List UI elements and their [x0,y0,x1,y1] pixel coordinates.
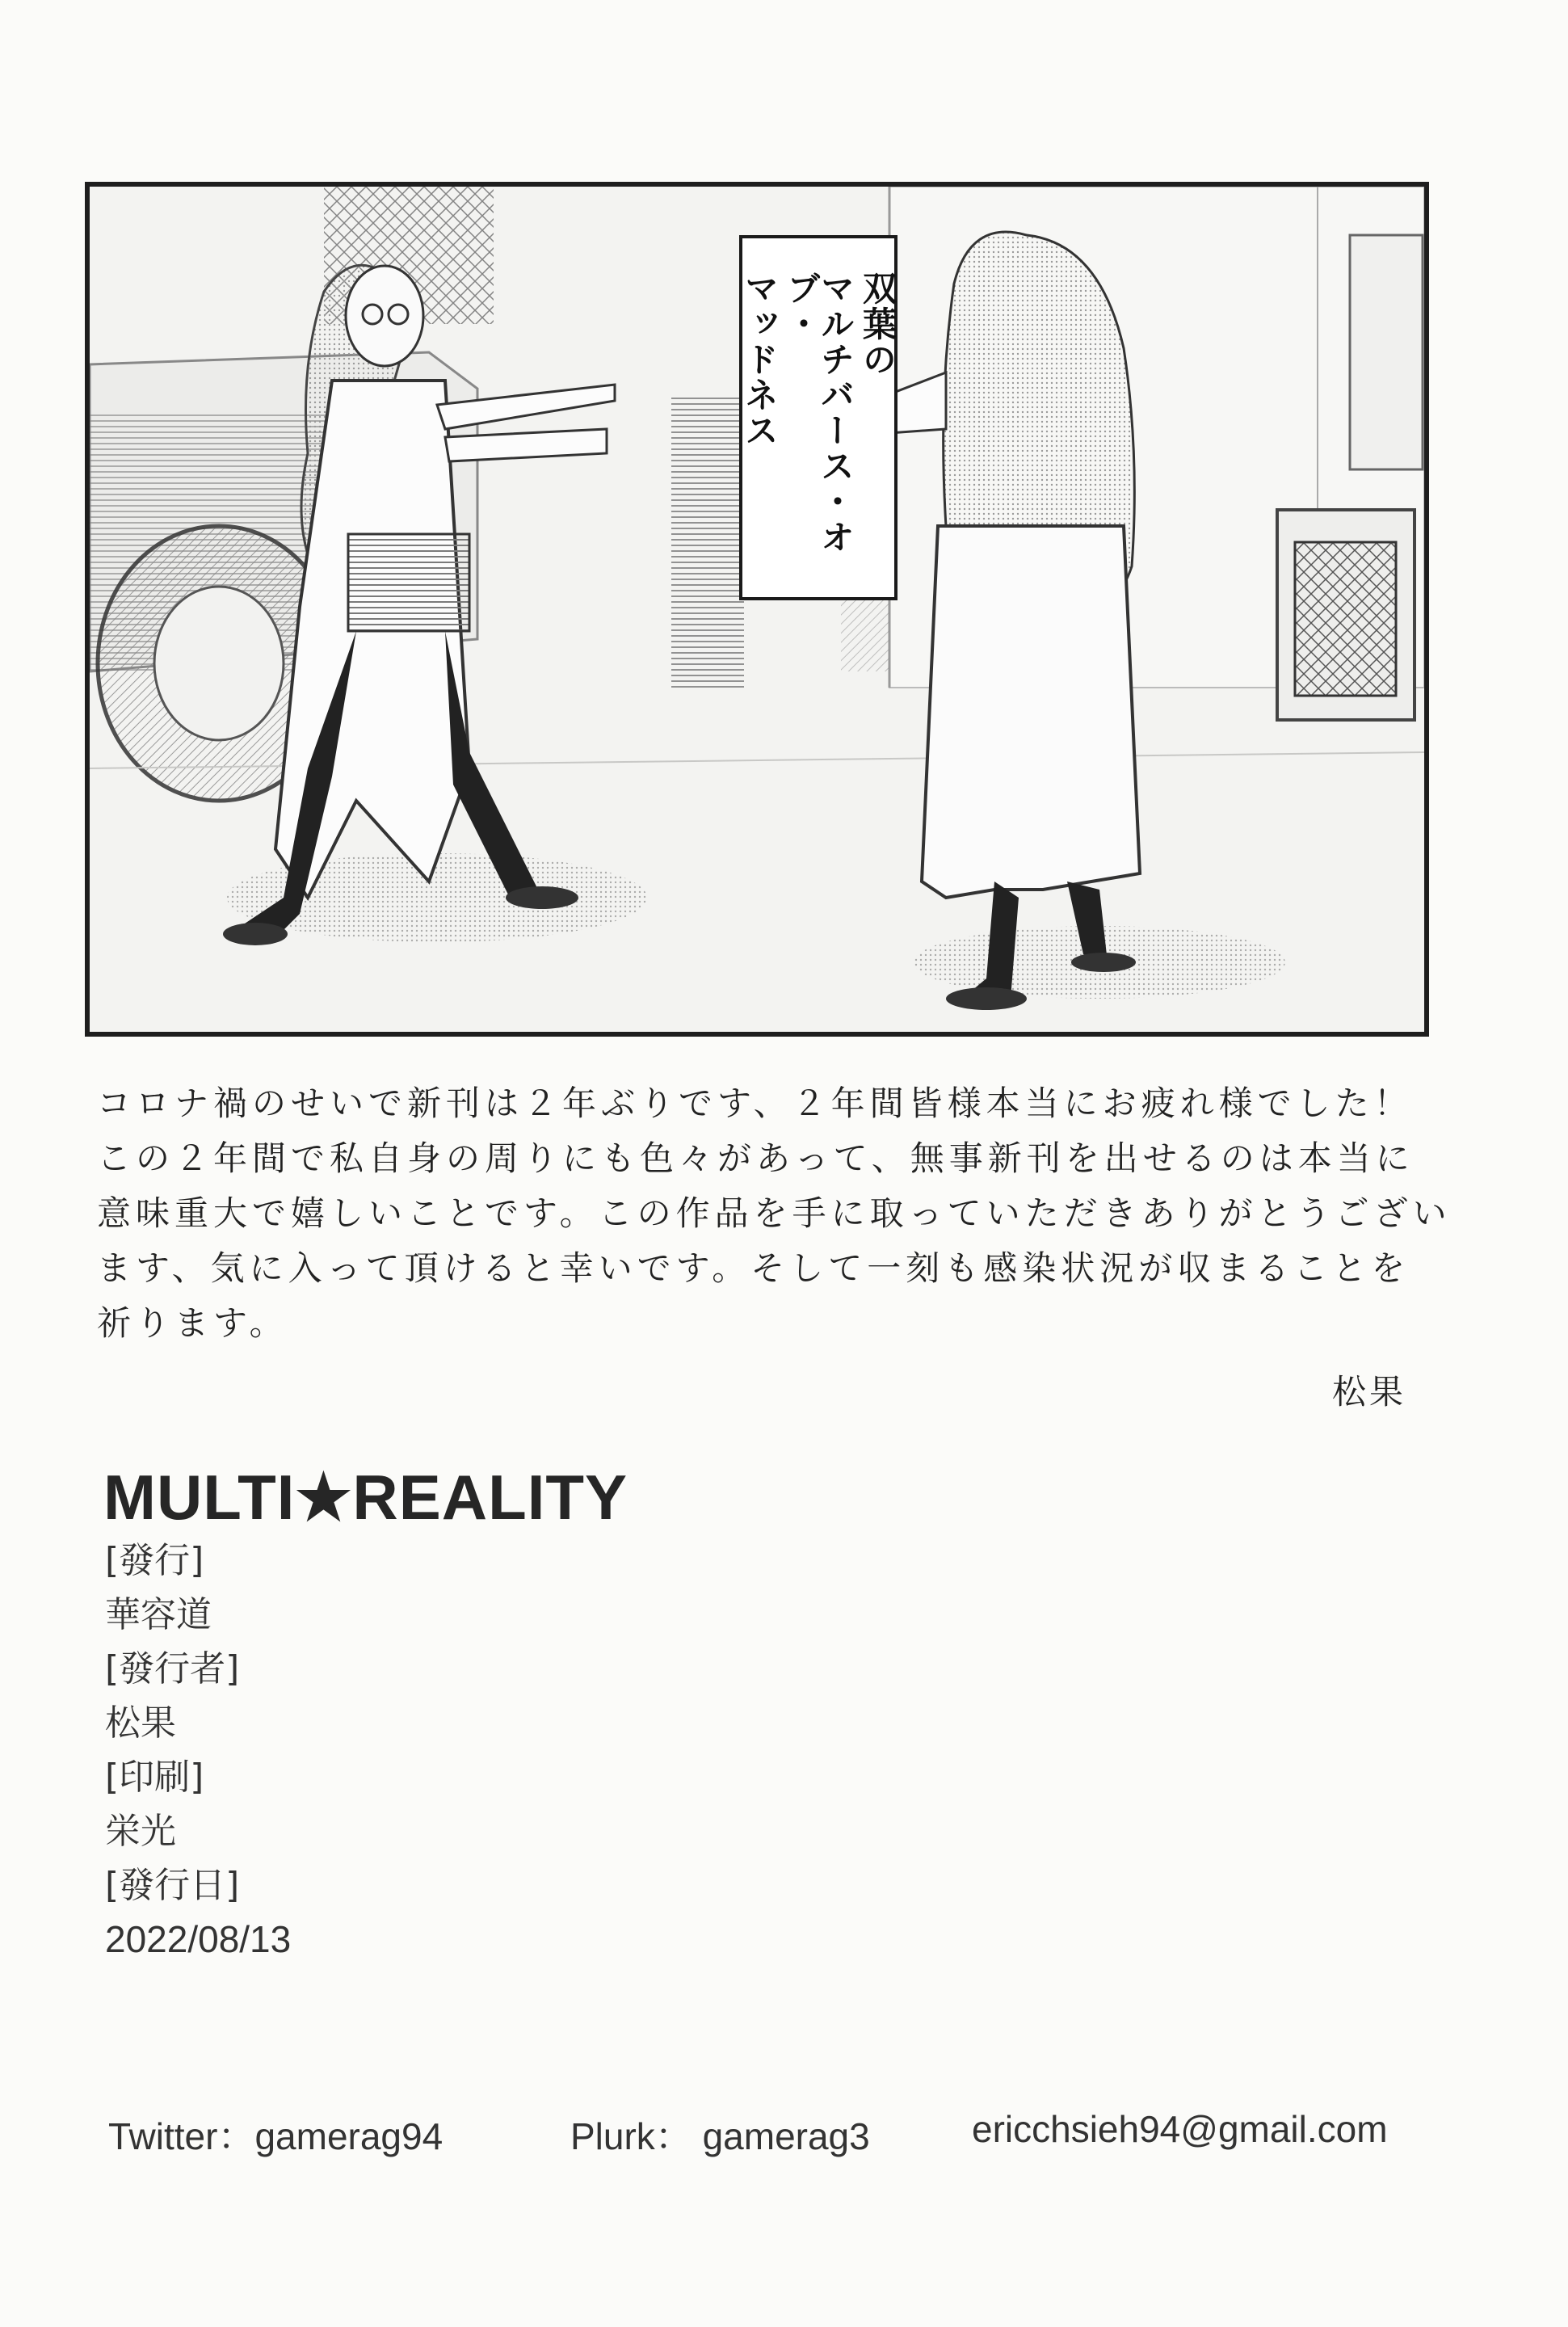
afterword-text [97,1076,1452,1351]
caption-line-2: マルチバース・オブ・ [782,271,855,555]
afterword-line: この２年間で私自身の周りにも色々があって、無事新刊を出せるのは本当に [97,1138,1415,1178]
twitter-handle: Twitter：gamerag94 [108,2115,443,2157]
plurk-handle: Plurk： gamerag3 [570,2115,870,2157]
author-heading: [發行者] [105,1648,240,1689]
contact-row [0,2107,1568,2164]
printer-name: 栄光 [105,1811,176,1852]
publisher-heading: [發行] [105,1540,204,1581]
afterword-line: 祈ります。 [97,1303,288,1343]
afterword-line: ます、気に入って頂けると幸いです。そして一刻も感染状況が収まることを [97,1248,1410,1288]
author-name: 松果 [105,1702,176,1744]
afterword-line: コロナ禍のせいで新刊は２年ぶりです、２年間皆様本当にお疲れ様でした！ [97,1084,1413,1123]
manga-panel [85,182,1429,1037]
publisher-name: 華容道 [105,1594,212,1635]
email-address: ericchsieh94@gmail.com [972,2108,1388,2150]
afterword-line: 意味重大で嬉しいことです。この作品を手に取っていただきありがとうござい [97,1193,1452,1233]
date-heading: [發行日] [105,1865,240,1906]
book-title: MULTI★REALITY [103,1462,628,1533]
caption-line-1: 双葉の [858,271,898,377]
printer-heading: [印刷] [105,1757,204,1798]
publish-date: 2022/08/13 [105,1918,292,1960]
caption-box [739,235,898,600]
caption-line-3: マッドネス [740,271,780,448]
author-signature: 松果 [1331,1372,1406,1412]
colophon [105,1534,291,1967]
